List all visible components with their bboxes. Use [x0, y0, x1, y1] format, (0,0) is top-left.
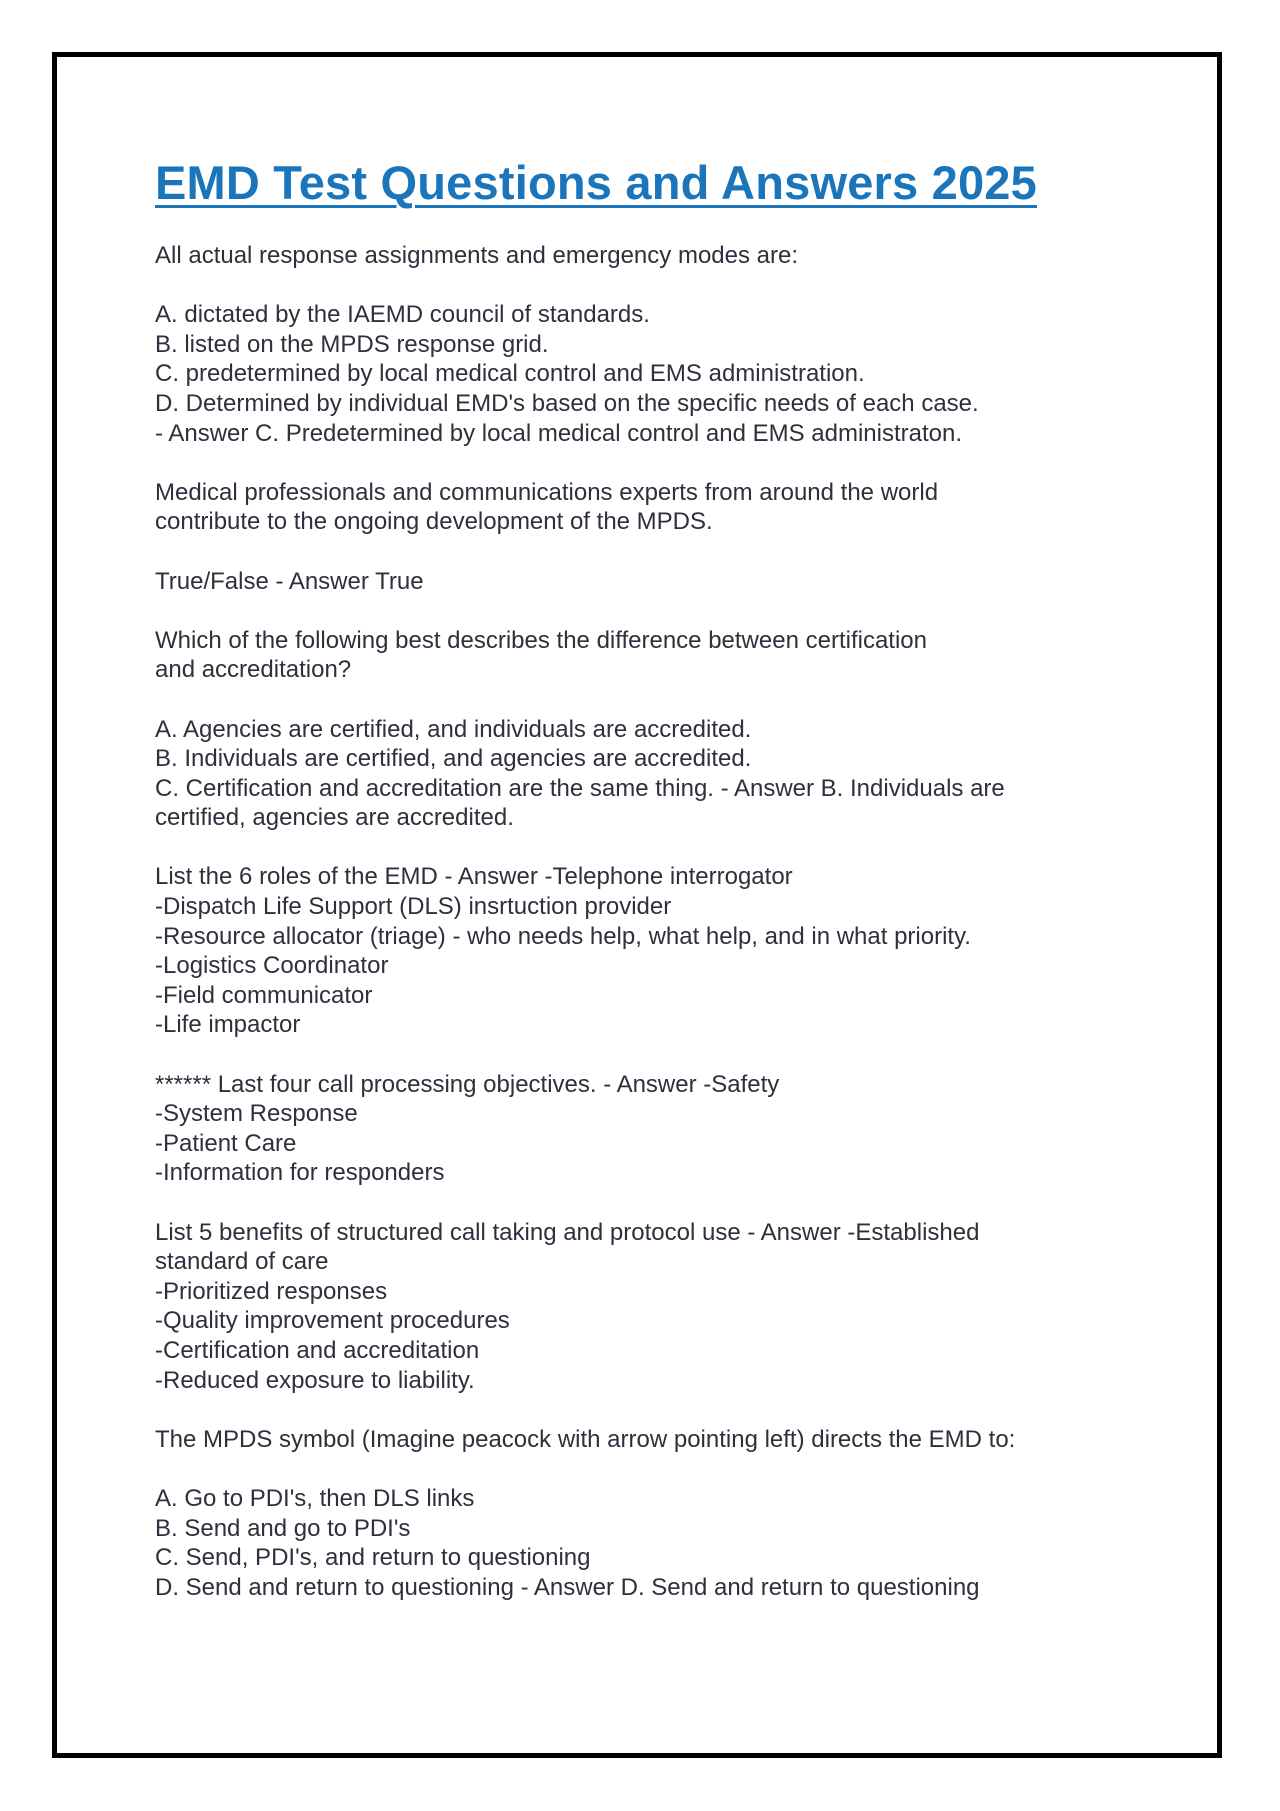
text-line: -Quality improvement procedures — [155, 1307, 510, 1335]
text-line: -System Response — [155, 1100, 358, 1128]
text-line: -Information for responders — [155, 1159, 445, 1187]
text-line: -Certification and accreditation — [155, 1336, 480, 1364]
blank-line — [155, 1040, 1115, 1070]
text-line: Which of the following best describes the difference between certification — [155, 626, 927, 654]
text-line: -Logistics Coordinator — [155, 952, 389, 980]
text-line: True/False - Answer True — [155, 567, 424, 595]
document-body — [155, 241, 1115, 1602]
text-line: D. Determined by individual EMD's based on the specific needs of each case. — [155, 389, 979, 417]
blank-line — [155, 1395, 1115, 1425]
blank-line — [155, 1454, 1115, 1484]
document-content — [155, 155, 1115, 1602]
text-line: ****** Last four call processing objectives. - Answer -Safety — [155, 1070, 780, 1098]
blank-line — [155, 271, 1115, 301]
text-line: A. Agencies are certified, and individuals are accredited. — [155, 715, 752, 743]
text-line: B. Send and go to PDI's — [155, 1514, 411, 1542]
text-line: -Dispatch Life Support (DLS) insrtuction provider — [155, 893, 672, 921]
text-line: A. Go to PDI's, then DLS links — [155, 1484, 475, 1512]
blank-line — [155, 685, 1115, 715]
text-line: certified, agencies are accredited. — [155, 804, 514, 832]
text-line: -Field communicator — [155, 981, 373, 1009]
text-line: C. Certification and accreditation are the same thing. - Answer B. Individuals are — [155, 774, 1005, 802]
text-line: -Resource allocator (triage) - who needs help, what help, and in what priority. — [155, 922, 971, 950]
text-line: All actual response assignments and emergency modes are: — [155, 242, 799, 269]
text-line: A. dictated by the IAEMD council of standards. — [155, 301, 650, 329]
text-line: List the 6 roles of the EMD - Answer -Telephone interrogator — [155, 863, 793, 891]
text-line: List 5 benefits of structured call taking and protocol use - Answer -Established — [155, 1218, 980, 1246]
text-line: C. predetermined by local medical control and EMS administration. — [155, 360, 865, 388]
text-line: Medical professionals and communications experts from around the world — [155, 478, 939, 506]
text-line: -Reduced exposure to liability. — [155, 1366, 475, 1394]
text-line: - Answer C. Predetermined by local medical control and EMS administraton. — [155, 419, 963, 447]
blank-line — [155, 448, 1115, 478]
text-line: C. Send, PDI's, and return to questioning — [155, 1544, 591, 1572]
text-line: -Patient Care — [155, 1129, 297, 1157]
text-line: -Prioritized responses — [155, 1277, 388, 1305]
blank-line — [155, 833, 1115, 863]
document-title: EMD Test Questions and Answers 2025 — [155, 156, 1037, 209]
text-line: B. listed on the MPDS response grid. — [155, 330, 549, 358]
text-line: contribute to the ongoing development of the MPDS. — [155, 508, 713, 536]
text-line: B. Individuals are certified, and agencies are accredited. — [155, 745, 752, 773]
text-line: D. Send and return to questioning - Answer D. Send and return to questioning — [155, 1573, 980, 1601]
blank-line — [155, 596, 1115, 626]
text-line: -Life impactor — [155, 1011, 301, 1039]
text-line: The MPDS symbol (Imagine peacock with arrow pointing left) directs the EMD to: — [155, 1425, 1016, 1453]
text-line: standard of care — [155, 1248, 329, 1276]
text-line: and accreditation? — [155, 656, 352, 684]
blank-line — [155, 1188, 1115, 1218]
blank-line — [155, 537, 1115, 567]
